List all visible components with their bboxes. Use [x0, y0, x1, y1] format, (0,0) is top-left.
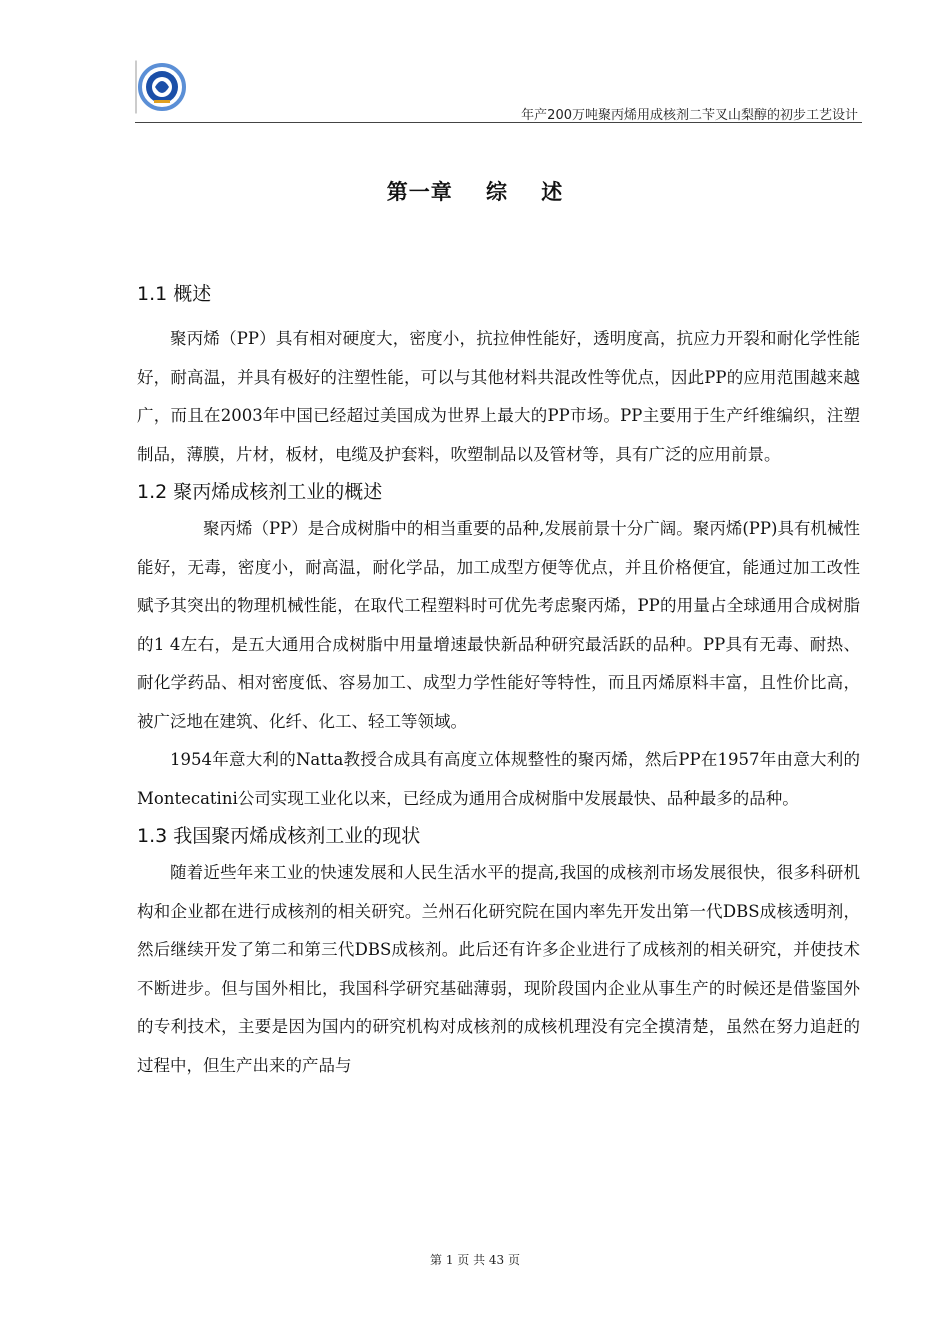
- page-number: 第 1 页 共 43 页: [430, 1253, 520, 1267]
- section-heading-1-3: 1.3 我国聚丙烯成核剂工业的现状: [137, 825, 421, 847]
- document-body: [137, 276, 860, 1085]
- section-heading-1-2: 1.2 聚丙烯成核剂工业的概述: [137, 481, 383, 503]
- header-divider: [135, 122, 862, 123]
- paragraph: 聚丙烯（PP）具有相对硬度大，密度小，抗拉伸性能好，透明度高，抗应力开裂和耐化学性能好，耐高温，并具有极好的注塑性能，可以与其他材料共混改性等优点，因此PP的应用范围越来越广，而且在2003年中国已经超过美国成为世界上最大的PP市场。PP主要用于生产纤维编织，注塑制品，薄膜，片材，板材，电缆及护套料，吹塑制品以及管材等，具有广泛的应用前景。: [137, 329, 860, 464]
- university-logo: [135, 60, 187, 114]
- chapter-title: 第一章 综 述: [386, 180, 564, 204]
- paragraph: 随着近些年来工业的快速发展和人民生活水平的提高,我国的成核剂市场发展很快，很多科研机构和企业都在进行成核剂的相关研究。兰州石化研究院在国内率先开发出第一代DBS成核透明剂，然后继续开发了第二和第三代DBS成核剂。此后还有许多企业进行了成核剂的相关研究，并使技术不断进步。但与国外相比，我国科学研究基础薄弱，现阶段国内企业从事生产的时候还是借鉴国外的专利技术，主要是因为国内的研究机构对成核剂的成核机理没有完全摸清楚，虽然在努力追赶的过程中，但生产出来的产品与: [137, 863, 860, 1075]
- running-header: 年产200万吨聚丙烯用成核剂二苄叉山梨醇的初步工艺设计: [521, 108, 858, 123]
- university-seal-icon: [135, 60, 187, 114]
- paragraph: 1954年意大利的Natta教授合成具有高度立体规整性的聚丙烯，然后PP在1957年由意大利的Montecatini公司实现工业化以来，已经成为通用合成树脂中发展最快、品种最多的品种。: [137, 750, 860, 808]
- paragraph: 聚丙烯（PP）是合成树脂中的相当重要的品种,发展前景十分广阔。聚丙烯(PP)具有机械性能好，无毒，密度小，耐高温，耐化学品，加工成型方便等优点，并且价格便宜，能通过加工改性赋予其突出的物理机械性能，在取代工程塑料时可优先考虑聚丙烯，PP的用量占全球通用合成树脂的1 4左右，是五大通用合成树脂中用量增速最快新品种研究最活跃的品种。PP具有无毒、耐热、耐化学药品、相对密度低、容易加工、成型力学性能好等特性，而且丙烯原料丰富，且性价比高，被广泛地在建筑、化纤、化工、轻工等领域。: [137, 519, 860, 731]
- section-heading-1-1: 1.1 概述: [137, 283, 212, 305]
